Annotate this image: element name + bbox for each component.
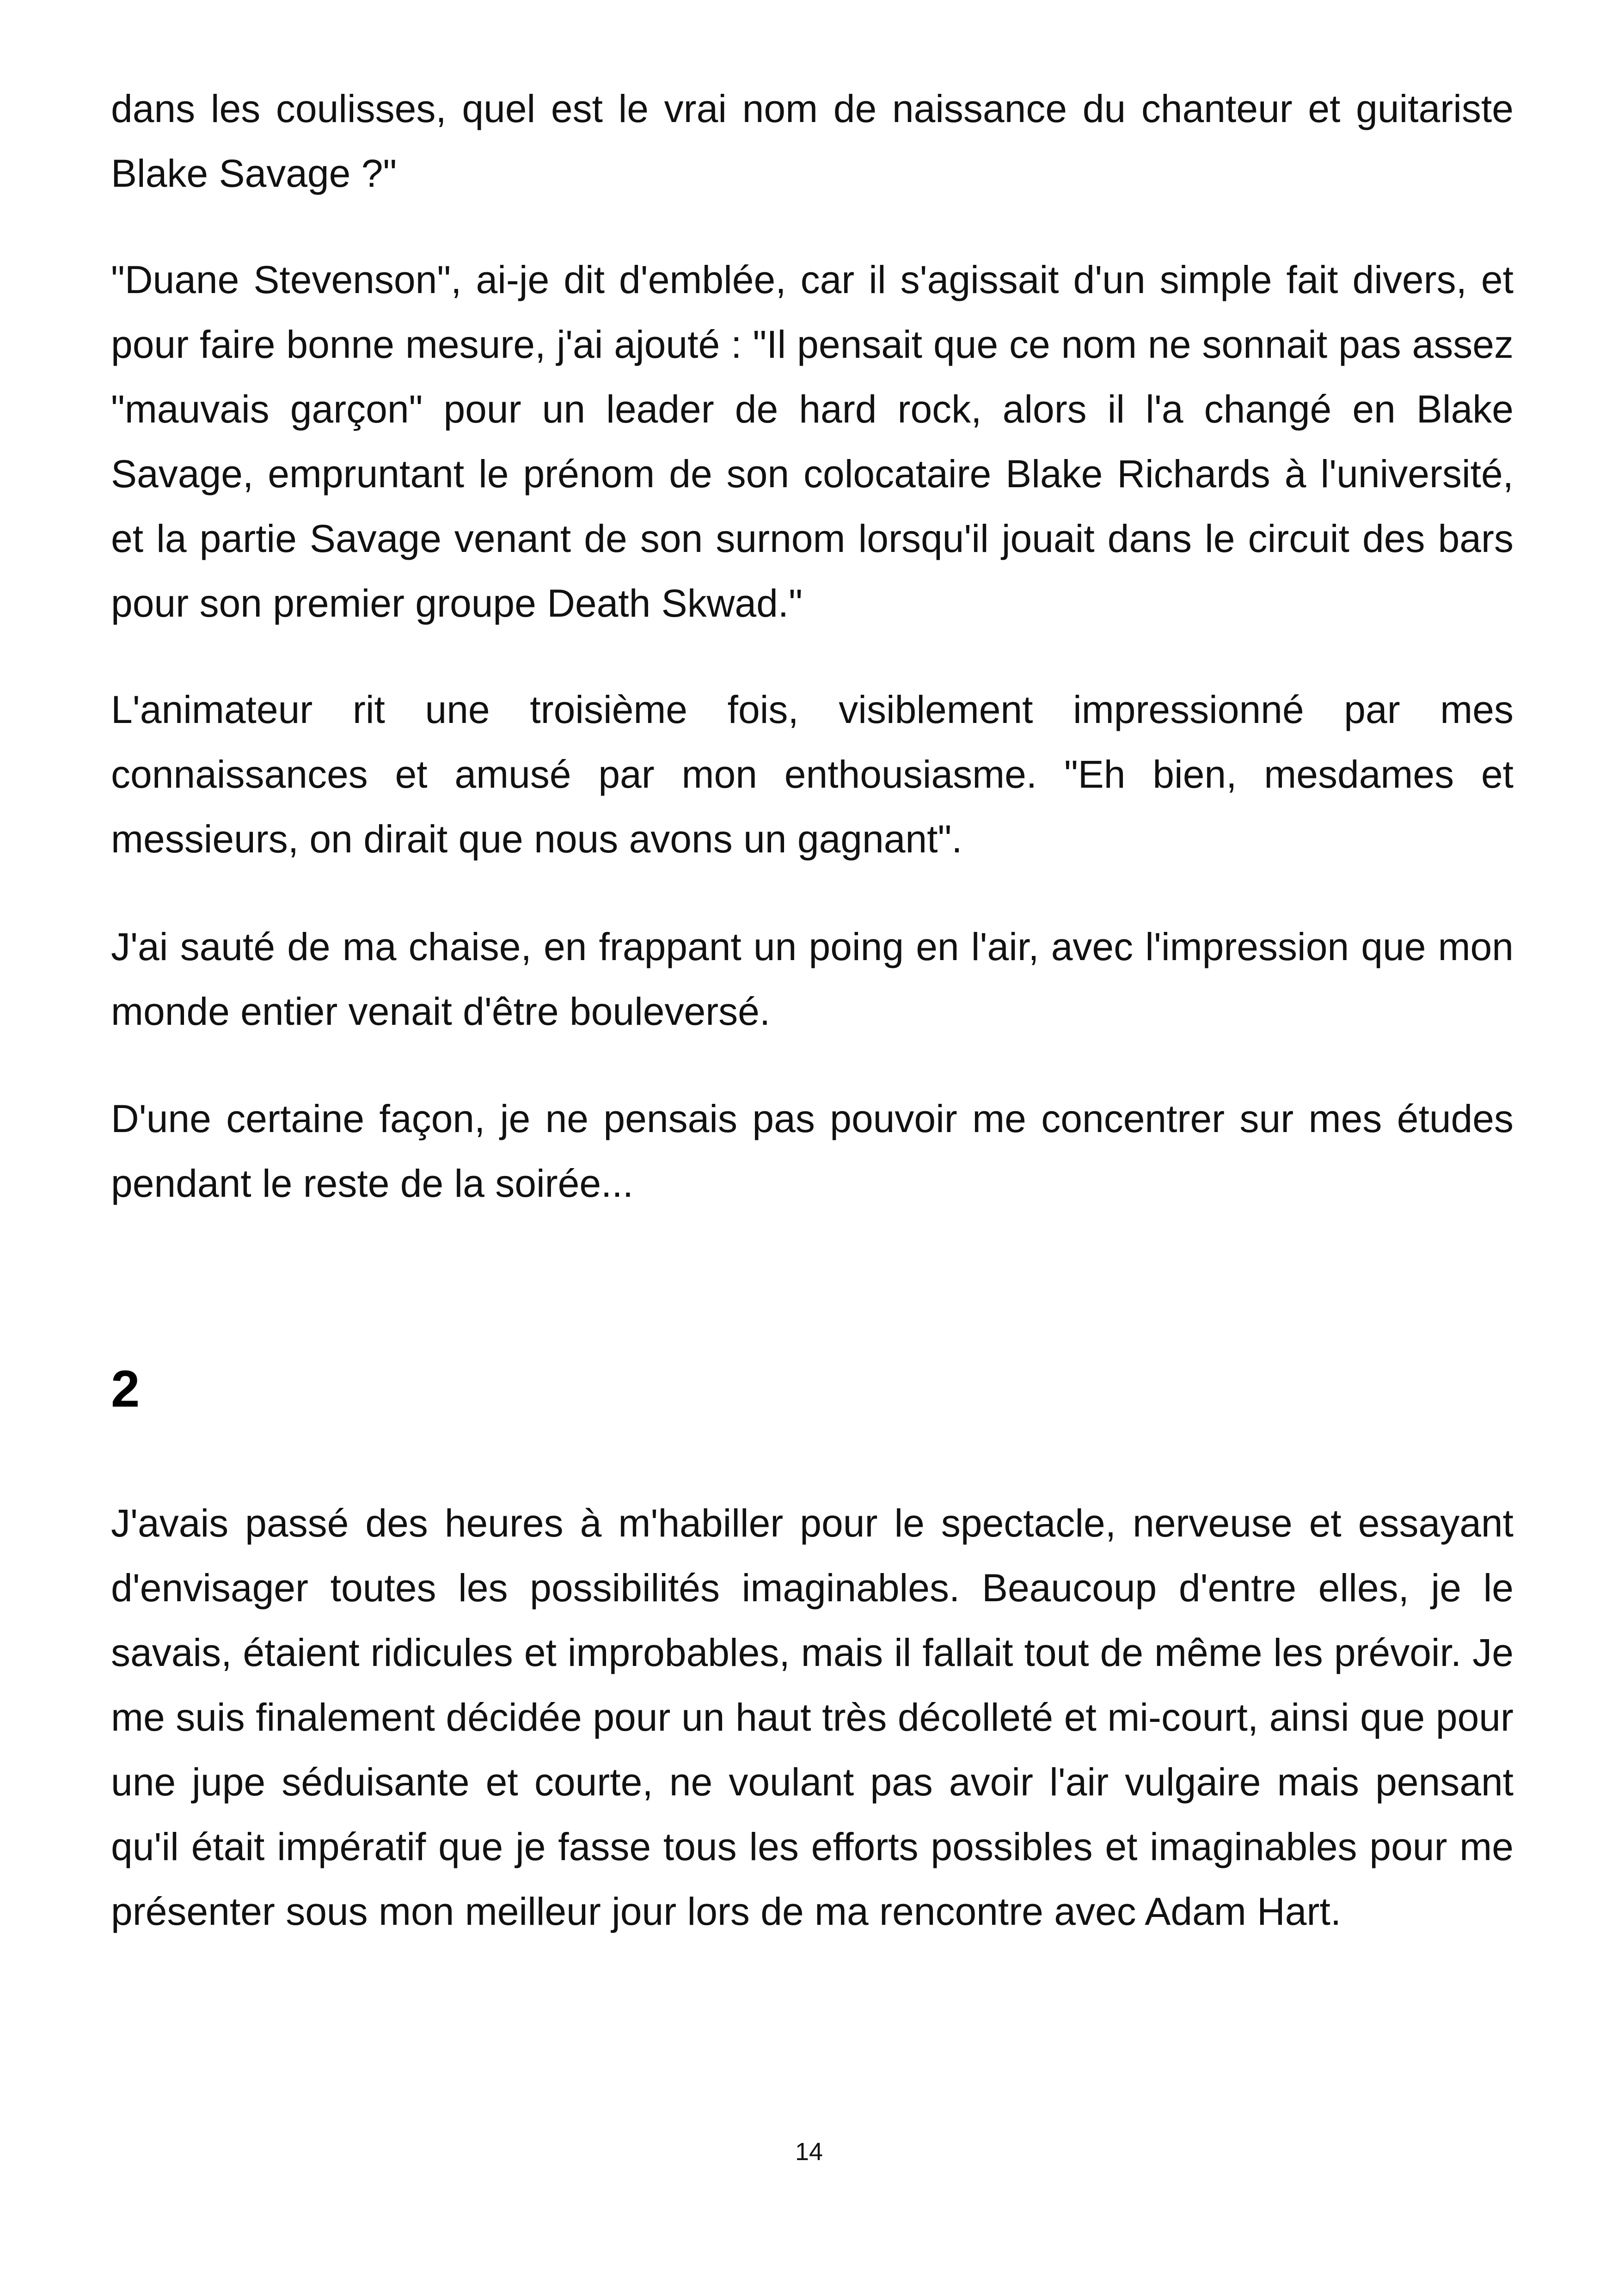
paragraph: L'animateur rit une troisième fois, visiblement impressionné par mes connaissances et amusé par mon enthousiasme. "Eh bien, mesdames et messieurs, on dirait que nous avons un gagnant". [111, 688, 1514, 861]
paragraph: dans les coulisses, quel est le vrai nom de naissance du chanteur et guitariste Blake Savage ?" [111, 87, 1514, 195]
paragraph: J'avais passé des heures à m'habiller pour le spectacle, nerveuse et essayant d'envisager toutes les possibilités imaginables. Beaucoup d'entre elles, je le savais, étaient ridicules et improbables, mais il fallait tout de même les prévoir. Je me suis finalement décidée pour un haut très décolleté et mi-court, ainsi que pour une jupe séduisante et courte, ne voulant pas avoir l'air vulgaire mais pensant qu'il était impératif que je fasse tous les efforts possibles et imaginables pour me présenter sous mon meilleur jour lors de ma rencontre avec Adam Hart. [111, 1501, 1514, 1933]
chapter-heading: 2 [111, 1360, 140, 1418]
page-number: 14 [795, 2138, 823, 2166]
paragraph: J'ai sauté de ma chaise, en frappant un poing en l'air, avec l'impression que mon monde entier venait d'être bouleversé. [111, 925, 1514, 1033]
paragraph: D'une certaine façon, je ne pensais pas pouvoir me concentrer sur mes études pendant le reste de la soirée... [111, 1097, 1514, 1205]
paragraph: "Duane Stevenson", ai-je dit d'emblée, car il s'agissait d'un simple fait divers, et pour faire bonne mesure, j'ai ajouté : "Il pensait que ce nom ne sonnait pas assez "mauvais garçon" pour un leader de hard rock, alors il l'a changé en Blake Savage, empruntant le prénom de son colocataire Blake Richards à l'université, et la partie Savage venant de son surnom lorsqu'il jouait dans le circuit des bars pour son premier groupe Death Skwad." [111, 258, 1514, 625]
